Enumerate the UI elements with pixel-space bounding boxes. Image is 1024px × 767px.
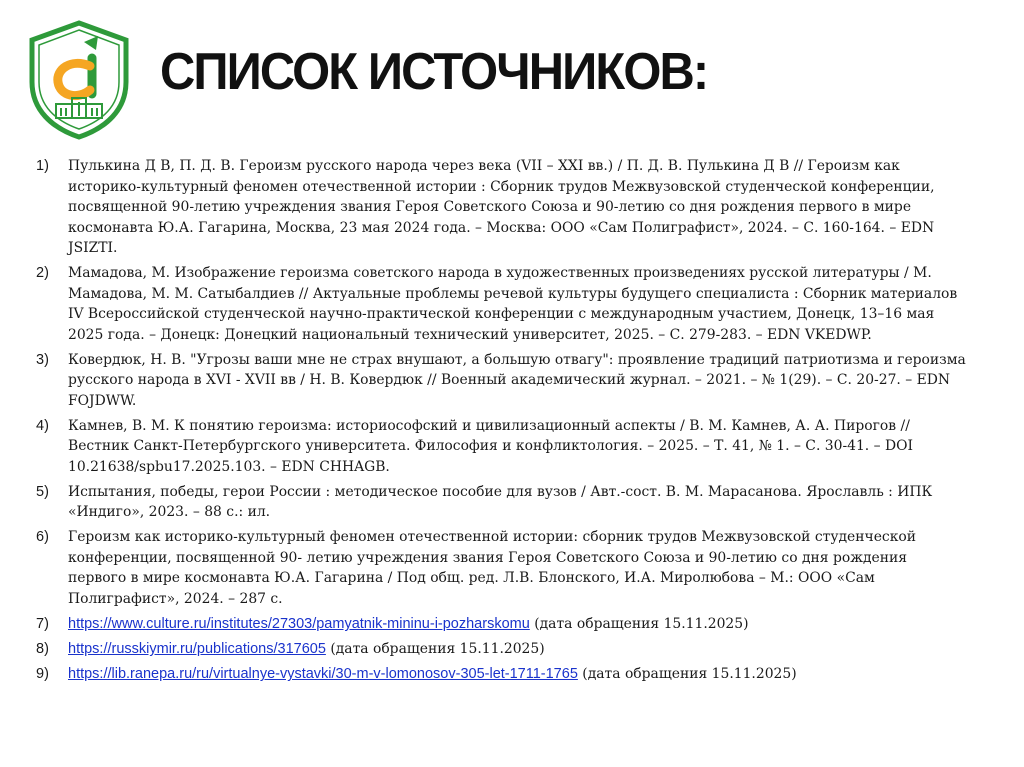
item-number: 7)	[36, 616, 49, 633]
source-text: Ковердюк, Н. В. "Угрозы ваши мне не страх внушают, а большую отвагу": проявление традиций патриотизма и героизма русского народа в XVI - XVII вв / Н. В. Ковердюк // Военный академический журнал. – 2021. – № 1(29). – С. 20-27. – EDN FOJDWW.	[68, 351, 966, 409]
item-number: 6)	[36, 529, 49, 546]
access-date: (дата обращения 15.11.2025)	[529, 616, 749, 633]
item-number: 1)	[36, 158, 49, 174]
source-text: Камнев, В. М. К понятию героизма: историософский и цивилизационный аспекты / В. М. Камнев, А. А. Пирогов // Вестник Санкт-Петербургского университета. Философия и конфликтология. – 2025. – Т. 41, № 1. – С. 30-41. – DOI 10.21638/spbu17.2025.103. – EDN CHHAGB.	[68, 417, 914, 475]
access-date: (дата обращения 15.11.2025)	[325, 641, 545, 658]
item-number: 9)	[36, 666, 49, 683]
sources-list	[36, 156, 966, 689]
list-item	[36, 527, 966, 609]
source-link-culture[interactable]: https://www.culture.ru/institutes/27303/pamyatnik-mininu-i-pozharskomu	[68, 616, 530, 633]
access-date: (дата обращения 15.11.2025)	[577, 666, 797, 683]
page-title: СПИСОК ИСТОЧНИКОВ:	[160, 43, 708, 101]
source-text: Испытания, победы, герои России : методическое пособие для вузов / Авт.-сост. В. М. Марасанова. Ярославль : ИПК «Индиго», 2023. – 88 с.: ил.	[68, 483, 933, 521]
item-number: 5)	[36, 483, 49, 500]
list-item	[36, 482, 966, 523]
source-text: Героизм как историко-культурный феномен отечественной истории: сборник трудов Межвузовской студенческой конференции, посвященной 90- летию учреждения звания Героя Советского Союза и 90-летию со дня рождения первого в мире космонавта Ю.А. Гагарина / Под общ. ред. Л.В. Блонского, И.А. Миролюбова – М.: ООО «Сам Полиграфист», 2024. – 287 с.	[68, 529, 917, 607]
list-item	[36, 416, 966, 478]
shield-logo-icon	[26, 20, 132, 140]
item-number: 2)	[36, 265, 49, 282]
item-number: 3)	[36, 351, 49, 368]
list-item	[36, 614, 966, 635]
list-item	[36, 350, 966, 412]
source-link-russkiymir[interactable]: https://russkiymir.ru/publications/317605	[68, 641, 326, 658]
list-item	[36, 156, 966, 259]
source-link-ranepa[interactable]: https://lib.ranepa.ru/ru/virtualnye-vystavki/30-m-v-lomonosov-305-let-1711-1765	[68, 666, 578, 683]
list-item	[36, 263, 966, 345]
list-item	[36, 639, 966, 660]
source-text: Пулькина Д В, П. Д. В. Героизм русского народа через века (VII – XXI вв.) / П. Д. В. Пулькина Д В // Героизм как историко-культурный феномен отечественной истории : Сборник трудов Межвузовской студенческой конференции, посвященной 90-летию учреждения звания Героя Советского Союза и 90-летию со дня рождения первого в мире космонавта Ю.А. Гагарина, Москва, 23 мая 2024 года. – Москва: ООО «Сам Полиграфист», 2024. – С. 160-164. – EDN JSIZTI.	[68, 158, 935, 256]
item-number: 4)	[36, 417, 49, 434]
source-text: Мамадова, М. Изображение героизма советского народа в художественных произведениях русской литературы / М. Мамадова, М. М. Сатыбалдиев // Актуальные проблемы речевой культуры будущего специалиста : Сборник материалов IV Всероссийской студенческой научно-практической конференции с международным участием, Донецк, 13–16 мая 2025 года. – Донецк: Донецкий национальный технический университет, 2025. – С. 279-283. – EDN VKEDWP.	[68, 265, 958, 343]
university-logo	[26, 20, 132, 140]
item-number: 8)	[36, 641, 49, 658]
list-item	[36, 664, 966, 685]
